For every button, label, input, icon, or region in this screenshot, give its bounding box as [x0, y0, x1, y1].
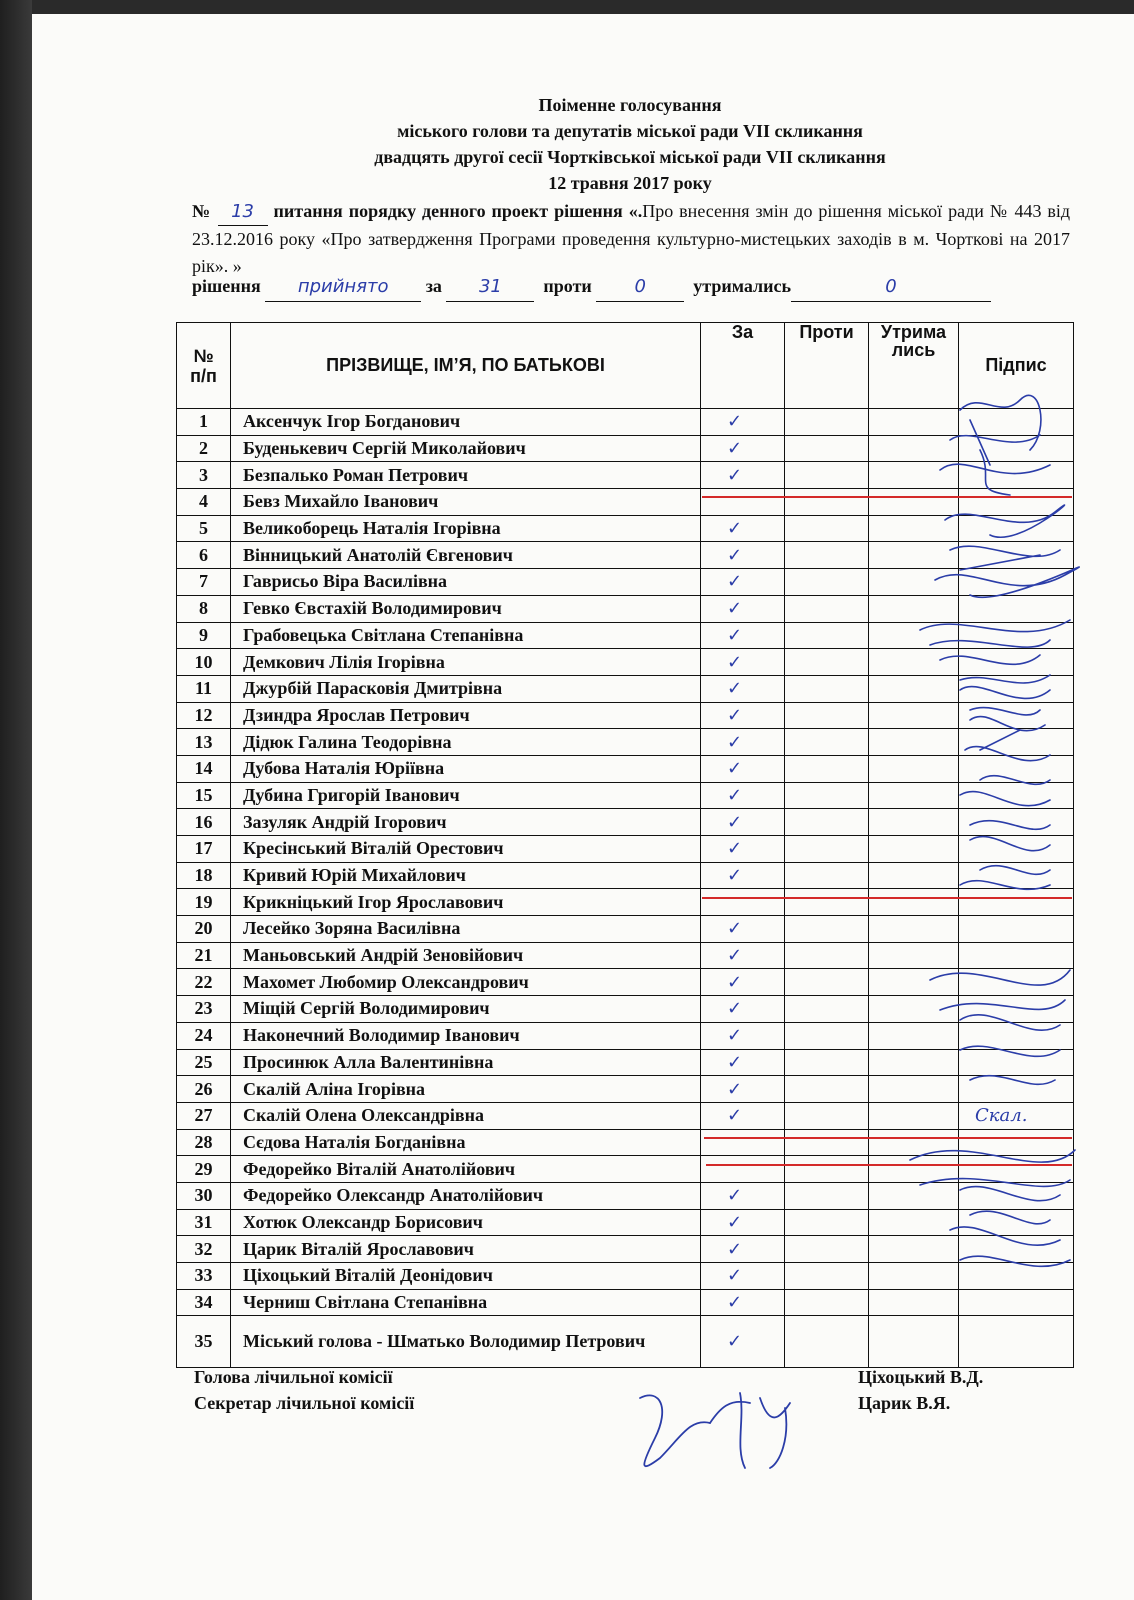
row-number: 5	[177, 515, 231, 542]
row-against	[785, 1129, 869, 1156]
row-for-mark	[701, 889, 785, 916]
row-name: Скалій Аліна Ігорівна	[231, 1076, 701, 1103]
header-line-1: Поіменне голосування	[538, 95, 722, 115]
row-against	[785, 916, 869, 943]
row-against	[785, 996, 869, 1023]
row-for-mark: ✓	[701, 435, 785, 462]
row-number: 12	[177, 702, 231, 729]
row-for-mark: ✓	[701, 942, 785, 969]
row-name: Демкович Лілія Ігорівна	[231, 649, 701, 676]
row-number: 35	[177, 1316, 231, 1368]
row-for-mark	[701, 1129, 785, 1156]
row-for-mark: ✓	[701, 569, 785, 596]
row-number: 22	[177, 969, 231, 996]
row-name: Маньовський Андрій Зеновійович	[231, 942, 701, 969]
row-name: Сєдова Наталія Богданівна	[231, 1129, 701, 1156]
row-number: 30	[177, 1182, 231, 1209]
row-number: 13	[177, 729, 231, 756]
row-name: Дзиндра Ярослав Петрович	[231, 702, 701, 729]
row-name: Лесейко Зоряна Василівна	[231, 916, 701, 943]
row-name: Бевз Михайло Іванович	[231, 489, 701, 516]
row-for-mark: ✓	[701, 595, 785, 622]
row-for-mark: ✓	[701, 1076, 785, 1103]
row-number: 10	[177, 649, 231, 676]
chair-name: Ціхоцький В.Д.	[858, 1367, 984, 1387]
row-against	[785, 542, 869, 569]
row-against	[785, 435, 869, 462]
row-name: Дідюк Галина Теодорівна	[231, 729, 701, 756]
for-value: 31	[478, 276, 502, 297]
row-for-mark: ✓	[701, 809, 785, 836]
row-name: Кресінський Віталій Орестович	[231, 836, 701, 863]
row-name: Гевко Євстахій Володимирович	[231, 595, 701, 622]
row-number: 9	[177, 622, 231, 649]
row-against	[785, 649, 869, 676]
secretary-role: Секретар лічильної комісії	[194, 1393, 415, 1413]
row-against	[785, 1102, 869, 1129]
row-for-mark: ✓	[701, 1049, 785, 1076]
scan-top-edge	[0, 0, 1134, 14]
header-name: ПРІЗВИЩЕ, ІМ’Я, ПО БАТЬКОВІ	[231, 323, 701, 409]
row-number: 6	[177, 542, 231, 569]
row-number: 14	[177, 755, 231, 782]
row-for-mark: ✓	[701, 1289, 785, 1316]
row-number: 23	[177, 996, 231, 1023]
row-against	[785, 1263, 869, 1290]
row-name: Махомет Любомир Олександрович	[231, 969, 701, 996]
header-line-2: міського голови та депутатів міської ради VII скликання	[397, 121, 863, 141]
row-name: Федорейко Віталій Анатолійович	[231, 1156, 701, 1183]
row-name: Вінницький Анатолій Євгенович	[231, 542, 701, 569]
decision-value: прийнято	[297, 276, 389, 297]
commission-signatures	[620, 1378, 820, 1478]
agenda-number-field	[218, 198, 268, 226]
row-against	[785, 942, 869, 969]
row-against	[785, 809, 869, 836]
row-against	[785, 1076, 869, 1103]
row-number: 34	[177, 1289, 231, 1316]
row-for-mark: ✓	[701, 755, 785, 782]
row-number: 20	[177, 916, 231, 943]
row-for-mark: ✓	[701, 782, 785, 809]
row-against	[785, 489, 869, 516]
row-number: 1	[177, 409, 231, 436]
row-name: Аксенчук Ігор Богданович	[231, 409, 701, 436]
row-for-mark: ✓	[701, 542, 785, 569]
row-for-mark: ✓	[701, 1022, 785, 1049]
decision-label: рішення	[192, 276, 261, 296]
row-for-mark: ✓	[701, 462, 785, 489]
row-against	[785, 675, 869, 702]
row-name: Гаврисьо Віра Василівна	[231, 569, 701, 596]
row-for-mark: ✓	[701, 675, 785, 702]
row-number: 2	[177, 435, 231, 462]
row-for-mark: ✓	[701, 409, 785, 436]
row-number: 32	[177, 1236, 231, 1263]
row-against	[785, 836, 869, 863]
row-number: 26	[177, 1076, 231, 1103]
header-line-3: двадцять другої сесії Чортківської міської ради VII скликання	[374, 147, 886, 167]
scan-left-edge	[0, 0, 32, 1600]
abstained-value: 0	[885, 276, 897, 297]
row-name: Дубина Григорій Іванович	[231, 782, 701, 809]
row-for-mark: ✓	[701, 729, 785, 756]
row-against	[785, 1182, 869, 1209]
row-for-mark: ✓	[701, 969, 785, 996]
row-name: Наконечний Володимир Іванович	[231, 1022, 701, 1049]
row-against	[785, 569, 869, 596]
row-name: Просинюк Алла Валентинівна	[231, 1049, 701, 1076]
decision-field	[265, 272, 421, 302]
row-name: Міський голова - Шматько Володимир Петрович	[231, 1316, 701, 1368]
row-number: 15	[177, 782, 231, 809]
row-name: Ціхоцький Віталій Деонідович	[231, 1263, 701, 1290]
row-number: 18	[177, 862, 231, 889]
row-against	[785, 1316, 869, 1368]
chair-role: Голова лічильної комісії	[194, 1367, 393, 1387]
row-against	[785, 1156, 869, 1183]
agenda-number-label: №	[192, 201, 212, 221]
row-for-mark: ✓	[701, 1316, 785, 1368]
row-number: 19	[177, 889, 231, 916]
row-for-mark: ✓	[701, 1102, 785, 1129]
row-against	[785, 862, 869, 889]
row-for-mark: ✓	[701, 1236, 785, 1263]
row-against	[785, 755, 869, 782]
row-against	[785, 1236, 869, 1263]
row-against	[785, 1049, 869, 1076]
row-against	[785, 1289, 869, 1316]
row-name: Кривий Юрій Михайлович	[231, 862, 701, 889]
row-name: Крикніцький Ігор Ярославович	[231, 889, 701, 916]
agenda-number-value: 13	[231, 201, 254, 222]
row-against	[785, 782, 869, 809]
abstained-label: утримались	[693, 276, 791, 296]
header-signature: Підпис	[959, 323, 1074, 409]
row-number: 3	[177, 462, 231, 489]
row-for-mark: ✓	[701, 836, 785, 863]
against-label: проти	[543, 276, 592, 296]
row-for-mark: ✓	[701, 649, 785, 676]
row-number: 29	[177, 1156, 231, 1183]
row-number: 21	[177, 942, 231, 969]
row-number: 33	[177, 1263, 231, 1290]
secretary-name: Царик В.Я.	[858, 1393, 951, 1413]
row-name: Федорейко Олександр Анатолійович	[231, 1182, 701, 1209]
document-header	[190, 92, 1070, 196]
row-number: 16	[177, 809, 231, 836]
row-number: 27	[177, 1102, 231, 1129]
row-for-mark: ✓	[701, 702, 785, 729]
row-number: 17	[177, 836, 231, 863]
row-name: Царик Віталій Ярославович	[231, 1236, 701, 1263]
agenda-quote-open: «.	[622, 201, 643, 221]
row-name: Буденькевич Сергій Миколайович	[231, 435, 701, 462]
row-against	[785, 622, 869, 649]
row-for-mark: ✓	[701, 862, 785, 889]
row-name: Джурбій Парасковія Дмитрівна	[231, 675, 701, 702]
row-against	[785, 595, 869, 622]
signatures-scribble	[900, 250, 1080, 1350]
row-number: 11	[177, 675, 231, 702]
row-name: Грабовецька Світлана Степанівна	[231, 622, 701, 649]
row-for-mark: ✓	[701, 622, 785, 649]
row-for-mark	[701, 1156, 785, 1183]
row-number: 31	[177, 1209, 231, 1236]
row-for-mark: ✓	[701, 996, 785, 1023]
header-abstain: Утрима лись	[869, 323, 959, 409]
row-for-mark: ✓	[701, 1263, 785, 1290]
row-name: Безпалько Роман Петрович	[231, 462, 701, 489]
row-against	[785, 1022, 869, 1049]
row-name: Великоборець Наталія Ігорівна	[231, 515, 701, 542]
agenda-text: Про внесення змін до рішення міської ради № 443 від 23.12.2016 року «Про затвердження Програми проведення культурно-мистецьких заходів в м. Чорткові на 2017 рік». »	[192, 201, 1071, 276]
row-name: Черниш Світлана Степанівна	[231, 1289, 701, 1316]
row-against	[785, 729, 869, 756]
for-label: за	[425, 276, 442, 296]
row-signature: Скал.	[959, 1102, 1074, 1129]
row-number: 25	[177, 1049, 231, 1076]
row-against	[785, 409, 869, 436]
row-against	[785, 462, 869, 489]
row-for-mark: ✓	[701, 916, 785, 943]
for-field	[446, 272, 534, 302]
row-against	[785, 889, 869, 916]
header-for: За	[701, 323, 785, 409]
header-num: № п/п	[177, 323, 231, 409]
row-for-mark: ✓	[701, 1182, 785, 1209]
row-number: 7	[177, 569, 231, 596]
row-number: 28	[177, 1129, 231, 1156]
against-field	[596, 272, 684, 302]
against-value: 0	[634, 276, 646, 297]
row-name: Міщій Сергій Володимирович	[231, 996, 701, 1023]
row-against	[785, 515, 869, 542]
row-against	[785, 702, 869, 729]
row-for-mark: ✓	[701, 1209, 785, 1236]
row-against	[785, 969, 869, 996]
agenda-question-label: питання порядку денного проект рішення	[273, 201, 623, 221]
header-line-4: 12 травня 2017 року	[548, 173, 712, 193]
row-for-mark	[701, 489, 785, 516]
row-name: Хотюк Олександр Борисович	[231, 1209, 701, 1236]
row-against	[785, 1209, 869, 1236]
row-name: Зазуляк Андрій Ігорович	[231, 809, 701, 836]
row-number: 8	[177, 595, 231, 622]
row-number: 24	[177, 1022, 231, 1049]
row-name: Скалій Олена Олександрівна	[231, 1102, 701, 1129]
row-name: Дубова Наталія Юріївна	[231, 755, 701, 782]
row-number: 4	[177, 489, 231, 516]
row-for-mark: ✓	[701, 515, 785, 542]
header-against: Проти	[785, 323, 869, 409]
